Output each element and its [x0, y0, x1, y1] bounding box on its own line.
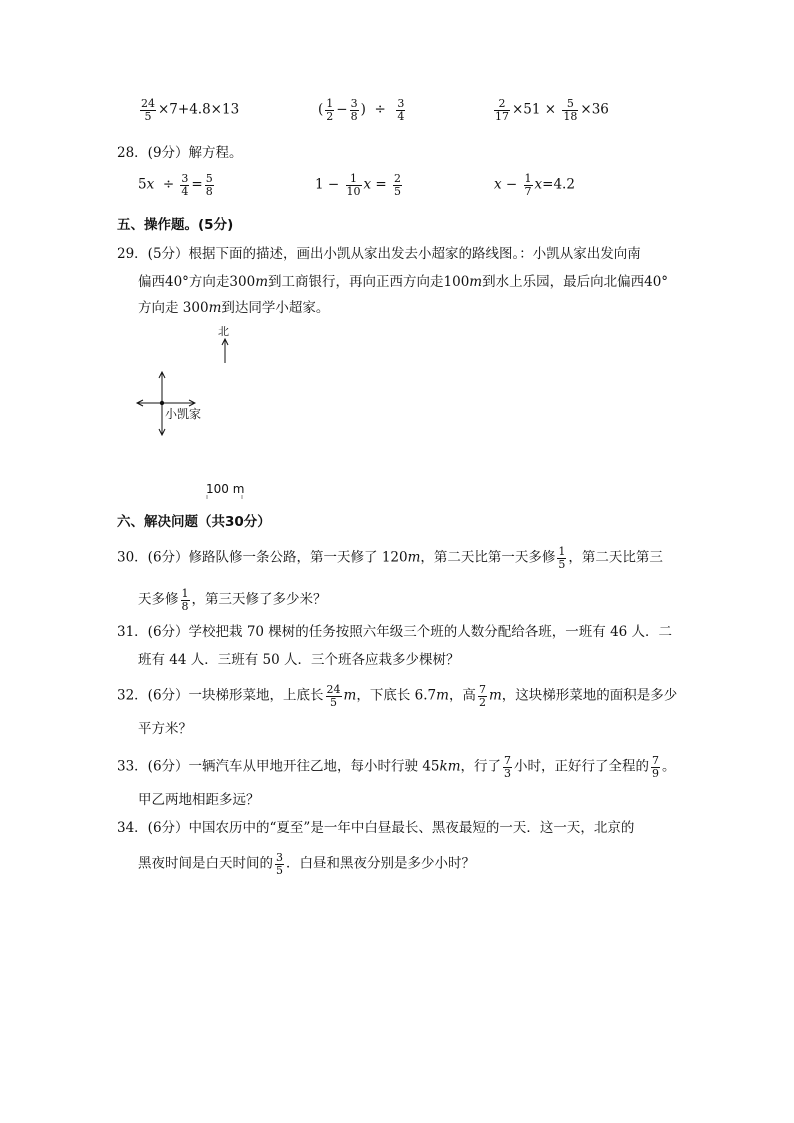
q32-line-2: 平方米？	[138, 721, 192, 737]
q34-line-2: 黑夜时间是白天时间的 $\frac{3}{5}$ ．白昼和黑夜分别是多少小时？	[138, 851, 475, 877]
q31-line-1: 31．(6分）学校把栽 70 棵树的任务按照六年级三个班的人数分配给各班，一班有 46 人．二	[117, 624, 673, 640]
q28-title: 28．(9分）解方程。	[117, 145, 243, 161]
q34-line-1: 34．(6分）中国农历中的“夏至”是一年中白昼最长、黑夜最短的一天．这一天，北京的	[117, 820, 635, 836]
home-label: 小凯家	[165, 407, 202, 421]
q28-equation-2: 1 − $\frac{1}{10}$ x = $\frac{2}{5}$	[315, 172, 402, 198]
q27-expression-1: $\frac{24}{5}$ ×7+4.8×13	[141, 97, 240, 123]
q30-line-1: 30．(6分）修路队修一条公路，第一天修了 120m，第二天比第一天多修 $\frac{1}{5}$ ，第二天比第三	[117, 545, 663, 571]
q28-equation-3: x − $\frac{1}{7}$ x=4.2	[494, 172, 575, 198]
scale-bar	[206, 494, 246, 502]
section-5-heading: 五、操作题。(5分)	[117, 217, 234, 233]
north-label: 北	[218, 325, 229, 338]
q33-line-2: 甲乙两地相距多远？	[138, 792, 260, 808]
q29-line-1: 29．(5分）根据下面的描述，画出小凯从家出发去小超家的路线图。：小凯从家出发向南	[117, 246, 641, 262]
q27-expression-3: $\frac{2}{17}$ ×51 × $\frac{5}{18}$ ×36	[495, 97, 609, 123]
compass-cross	[134, 370, 196, 436]
q31-line-2: 班有 44 人．三班有 50 人．三个班各应栽多少棵树？	[138, 652, 460, 668]
q32-line-1: 32．(6分）一块梯形菜地，上底长 $\frac{24}{5}$ m，下底长 6.7m，高 $\frac{7}{2}$ m，这块梯形菜地的面积是多少	[117, 683, 678, 709]
q27-expression-2: ( $\frac{1}{2}$ − $\frac{3}{8}$ ) ÷ $\frac{3}{4}$	[318, 97, 405, 123]
q30-line-2: 天多修 $\frac{1}{8}$ ，第三天修了多少米？	[138, 587, 327, 613]
fraction: $\frac{24}{5}$	[141, 97, 155, 123]
scale-label: 100 m	[206, 482, 245, 496]
q33-line-1: 33．(6分）一辆汽车从甲地开往乙地，每小时行驶 45km，行了 $\frac{7}{3}$ 小时，正好行了全程的 $\frac{7}{9}$ 。	[117, 754, 676, 780]
q29-line-3: 方向走 300m到达同学小超家。	[138, 300, 330, 316]
north-arrow	[219, 337, 231, 363]
q28-equation-1: 5x ÷ $\frac{3}{4}$ = $\frac{5}{8}$	[138, 172, 213, 198]
section-6-heading: 六、解决问题（共30分）	[117, 514, 271, 530]
q29-line-2: 偏西40°方向走300m到工商银行，再向正西方向走100m到水上乐园，最后向北偏西40°	[138, 274, 669, 290]
